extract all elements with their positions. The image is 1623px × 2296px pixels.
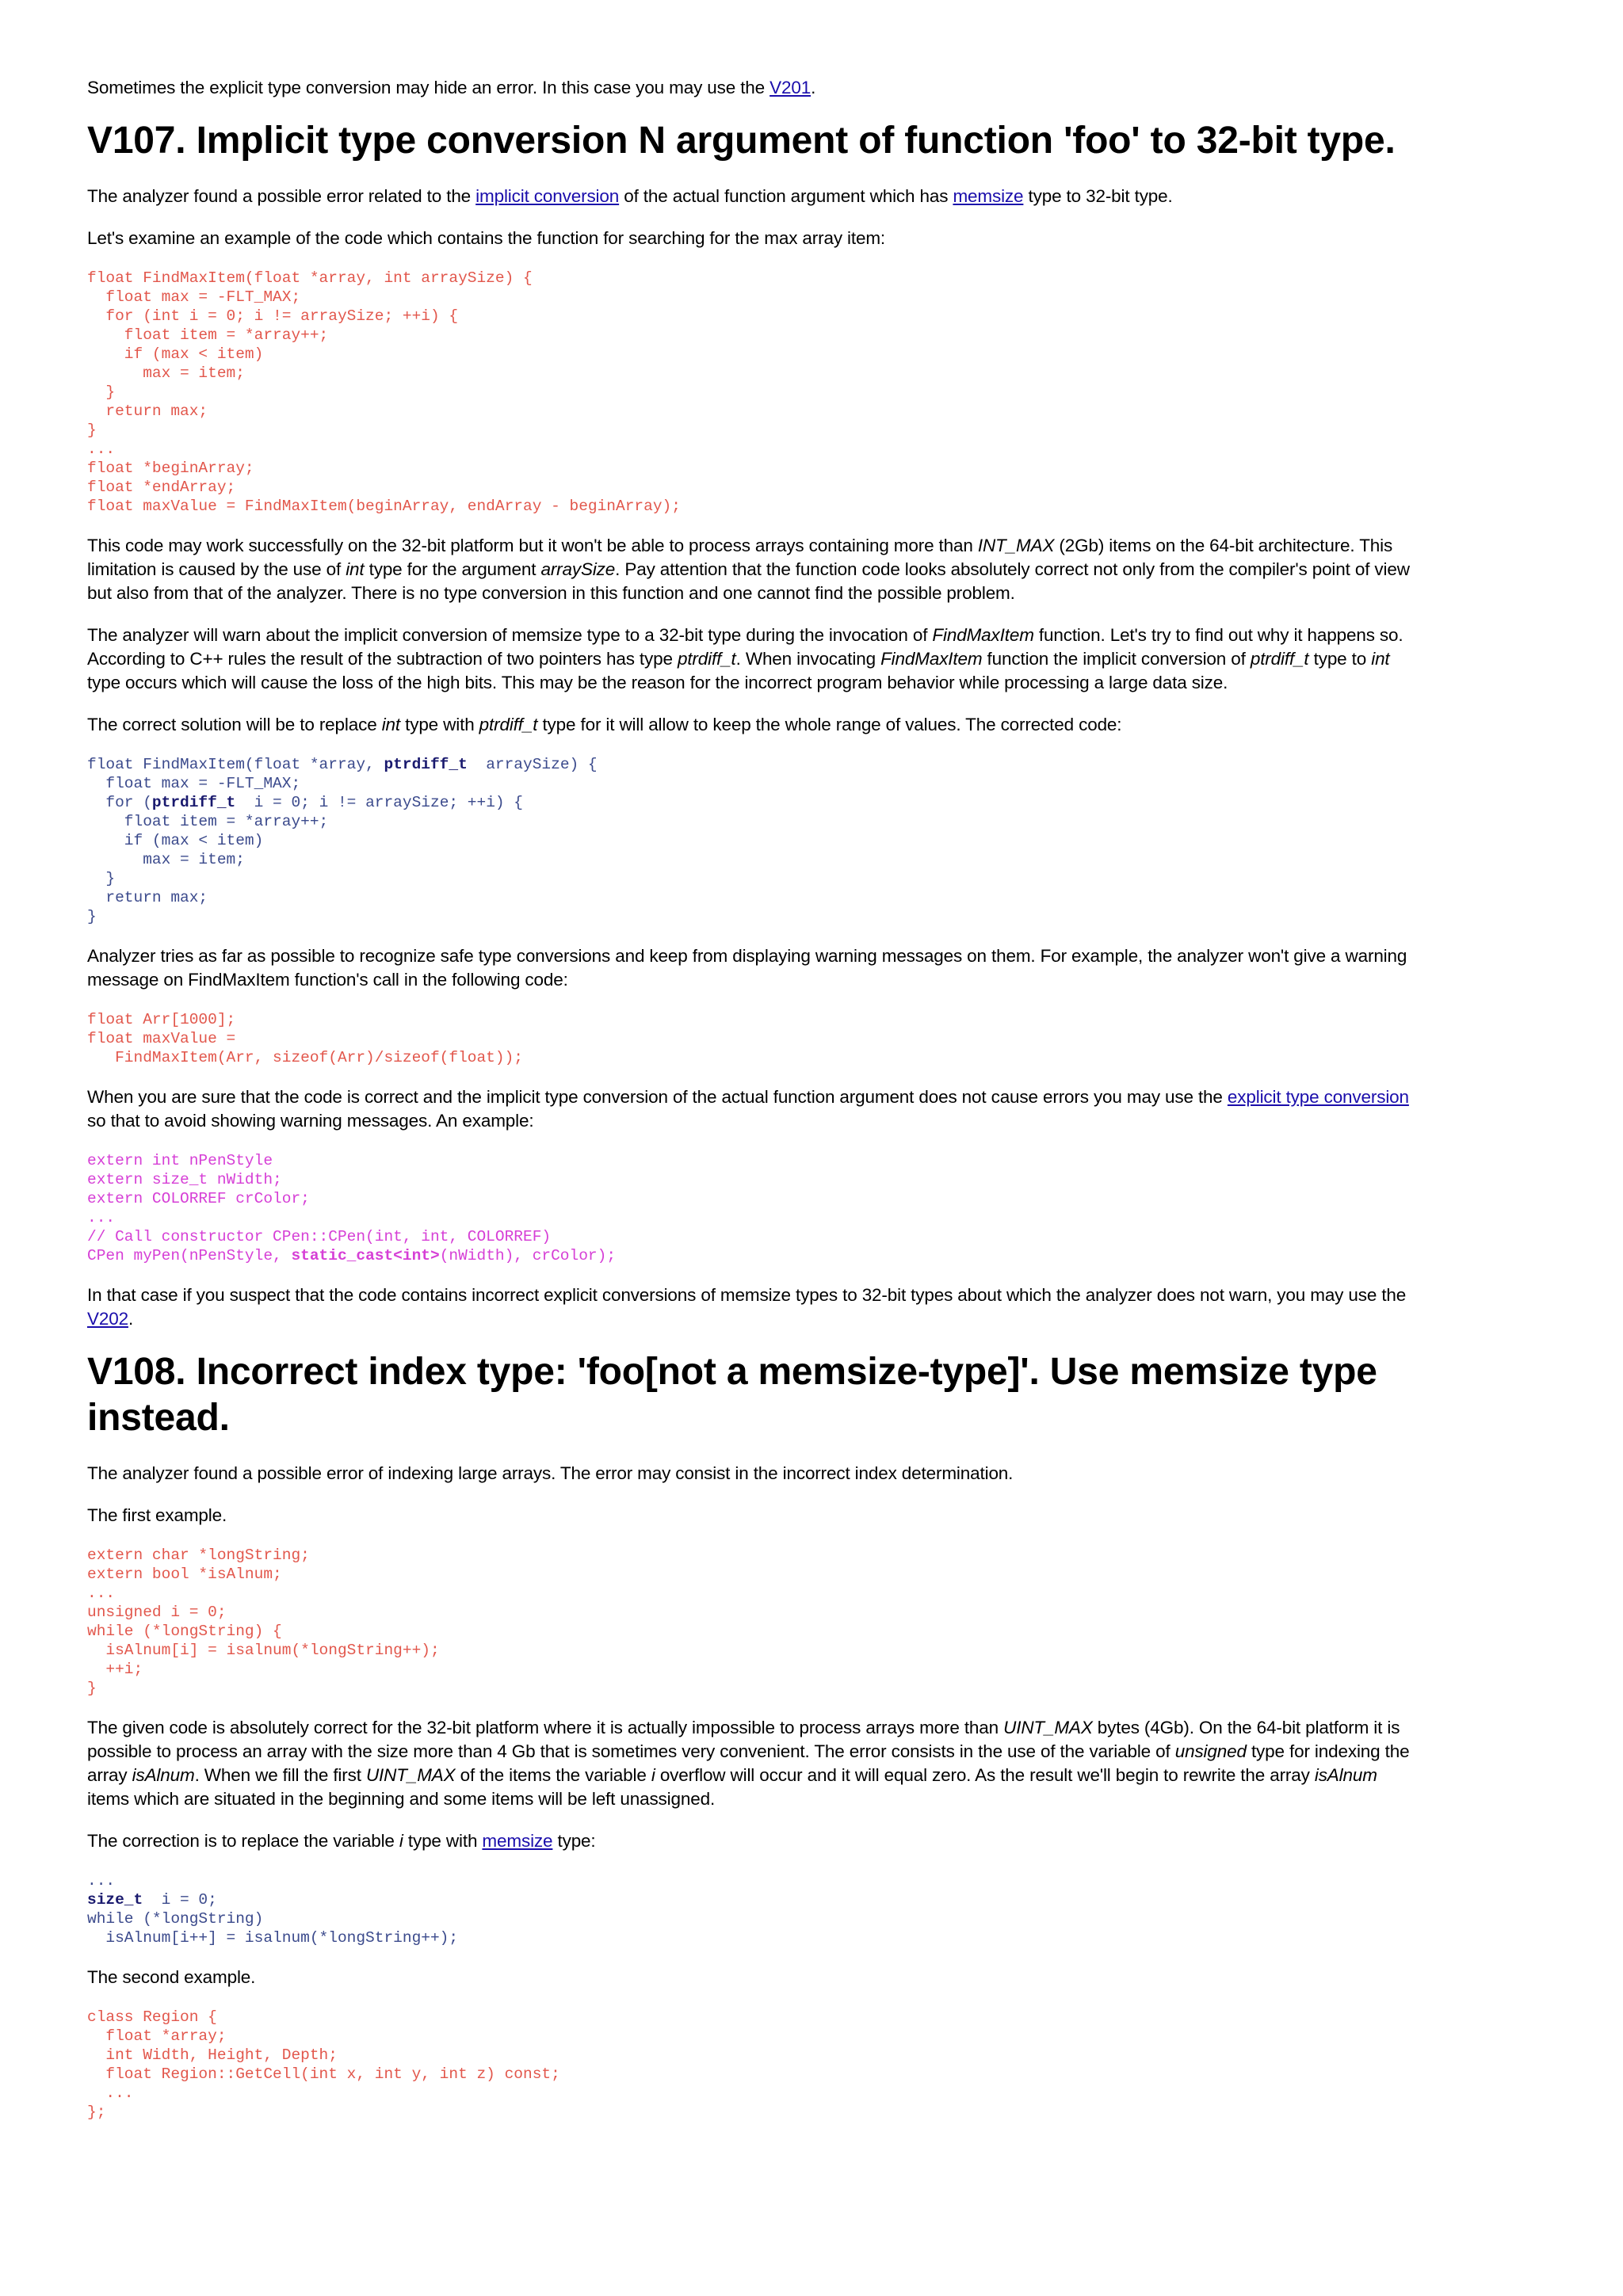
v108-paragraph-4: The correction is to replace the variable i type with memsize type: (87, 1831, 596, 1851)
v107-paragraph-1: The analyzer found a possible error related to the implicit conversion of the actual function argument which has memsize type to 32-bit type. (87, 186, 1173, 206)
code-line: } (87, 1680, 97, 1697)
code-line: ... (87, 2084, 134, 2102)
v107-paragraph-5: The correct solution will be to replace int type with ptrdiff_t type for it will allow to keep the whole range of values. The corrected code: (87, 715, 1122, 734)
link-memsize-2[interactable]: memsize (482, 1831, 553, 1851)
code-line: } (87, 383, 116, 401)
link-implicit-conversion[interactable]: implicit conversion (475, 186, 620, 206)
code-line: extern size_t nWidth; (87, 1171, 282, 1188)
code-line: } (87, 870, 116, 887)
code-line: CPen myPen(nPenStyle, static_cast<int>(nWidth), crColor); (87, 1247, 617, 1264)
code-line: }; (87, 2103, 106, 2121)
code-line: ... (87, 1209, 116, 1226)
code-line: while (*longString) (87, 1910, 264, 1928)
code-line: float FindMaxItem(float *array, int arraySize) { (87, 269, 533, 287)
v107-code-block-3 (87, 1010, 1411, 1067)
code-line: if (max < item) (87, 345, 264, 363)
code-line: float max = -FLT_MAX; (87, 775, 301, 792)
code-line: // Call constructor CPen::CPen(int, int, COLORREF) (87, 1228, 552, 1245)
code-line: float max = -FLT_MAX; (87, 288, 301, 306)
code-line: } (87, 908, 97, 925)
code-line: return max; (87, 889, 208, 906)
code-line: for (ptrdiff_t i = 0; i != arraySize; ++i) { (87, 794, 524, 811)
v107-paragraph-4: The analyzer will warn about the implicit conversion of memsize type to a 32-bit type during the invocation of FindMaxItem function. Let's try to find out why it happens so. According to C++ rules the result of the subtraction of two pointers has type ptrdiff_t. When invocating FindMaxItem function the implicit conversion of ptrdiff_t type to int type occurs which will cause the loss of the high bits. This may be the reason for the incorrect program behavior while processing a large data size. (87, 625, 1403, 692)
section-title-v107: V107. Implicit type conversion N argument of function 'foo' to 32-bit type. (87, 120, 1396, 162)
code-line: class Region { (87, 2008, 217, 2026)
code-line: if (max < item) (87, 832, 264, 849)
v108-code-block-1 (87, 1546, 1411, 1698)
code-line: for (int i = 0; i != arraySize; ++i) { (87, 307, 459, 325)
code-line: isAlnum[i] = isalnum(*longString++); (87, 1642, 440, 1659)
link-v202[interactable]: V202 (87, 1309, 128, 1329)
code-line: extern COLORREF crColor; (87, 1190, 310, 1207)
v108-paragraph-2: The first example. (87, 1505, 227, 1525)
code-line: extern bool *isAlnum; (87, 1566, 282, 1583)
code-line: return max; (87, 402, 208, 420)
code-line: float item = *array++; (87, 326, 329, 344)
v107-paragraph-3: This code may work successfully on the 32-bit platform but it won't be able to process arrays containing more than INT_MAX (2Gb) items on the 64-bit architecture. This limitation is caused by the use of int type for the argument arraySize. Pay attention that the function code looks absolutely correct not only from the compiler's point of view but also from that of the analyzer. There is no type conversion in this function and one cannot find the possible problem. (87, 536, 1410, 603)
section-title-v108: V108. Incorrect index type: 'foo[not a memsize-type]'. Use memsize type instead. (87, 1351, 1377, 1439)
code-line: max = item; (87, 364, 245, 382)
v107-code-block-1 (87, 269, 1411, 516)
code-line: isAlnum[i++] = isalnum(*longString++); (87, 1929, 459, 1947)
code-line: float *endArray; (87, 479, 236, 496)
v107-paragraph-6: Analyzer tries as far as possible to recognize safe type conversions and keep from displaying warning messages on them. For example, the analyzer won't give a warning message on FindMaxItem function's call in the following code: (87, 946, 1407, 990)
link-v201[interactable]: V201 (769, 78, 812, 97)
code-line: ++i; (87, 1661, 143, 1678)
code-line: float Arr[1000]; (87, 1011, 236, 1028)
v107-paragraph-7: When you are sure that the code is correct and the implicit type conversion of the actual function argument does not cause errors you may use the explicit type conversion so that to avoid showing warning messages. An example: (87, 1087, 1409, 1131)
code-line: max = item; (87, 851, 245, 868)
code-line: ... (87, 1585, 116, 1602)
link-memsize[interactable]: memsize (953, 186, 1024, 206)
code-line: float *beginArray; (87, 460, 254, 477)
code-line: float item = *array++; (87, 813, 329, 830)
v108-paragraph-3: The given code is absolutely correct for the 32-bit platform where it is actually impossible to process arrays more than UINT_MAX bytes (4Gb). On the 64-bit platform it is possible to process an array with the size more than 4 Gb that is sometimes very convenient. The error consists in the use of the variable of unsigned type for indexing the array isAlnum. When we fill the first UINT_MAX of the items the variable i overflow will occur and it will equal zero. As the result we'll begin to rewrite the array isAlnum items which are situated in the beginning and some items will be left unassigned. (87, 1718, 1410, 1809)
code-line: ... (87, 441, 116, 458)
code-line: float maxValue = FindMaxItem(beginArray, endArray - beginArray); (87, 498, 681, 515)
code-line: unsigned i = 0; (87, 1604, 227, 1621)
v107-code-block-2 (87, 755, 1411, 926)
v108-code-block-2 (87, 1871, 1411, 1947)
code-line: FindMaxItem(Arr, sizeof(Arr)/sizeof(float)); (87, 1049, 523, 1066)
code-line: float Region::GetCell(int x, int y, int z) const; (87, 2065, 560, 2083)
code-line: extern int nPenStyle (87, 1152, 273, 1169)
v107-code-block-4 (87, 1151, 1411, 1265)
code-line: float maxValue = (87, 1030, 236, 1047)
code-line: extern char *longString; (87, 1547, 310, 1564)
code-line: ... (87, 1872, 116, 1890)
document-page (87, 76, 1411, 2140)
v107-paragraph-2: Let's examine an example of the code which contains the function for searching for the max array item: (87, 228, 886, 248)
code-line: while (*longString) { (87, 1623, 282, 1640)
link-explicit-type-conversion[interactable]: explicit type conversion (1227, 1087, 1409, 1107)
code-line: float FindMaxItem(float *array, ptrdiff_t arraySize) { (87, 756, 598, 773)
v108-code-block-3 (87, 2008, 1411, 2122)
code-line: int Width, Height, Depth; (87, 2046, 338, 2064)
code-line: size_t i = 0; (87, 1891, 217, 1909)
intro-paragraph: Sometimes the explicit type conversion may hide an error. In this case you may use the V201. (87, 78, 816, 97)
code-line: float *array; (87, 2027, 227, 2045)
v108-paragraph-5: The second example. (87, 1967, 256, 1987)
v107-paragraph-8: In that case if you suspect that the code contains incorrect explicit conversions of memsize types to 32-bit types about which the analyzer does not warn, you may use the V202. (87, 1285, 1407, 1329)
v108-paragraph-1: The analyzer found a possible error of indexing large arrays. The error may consist in the incorrect index determination. (87, 1463, 1014, 1483)
code-line: } (87, 421, 97, 439)
